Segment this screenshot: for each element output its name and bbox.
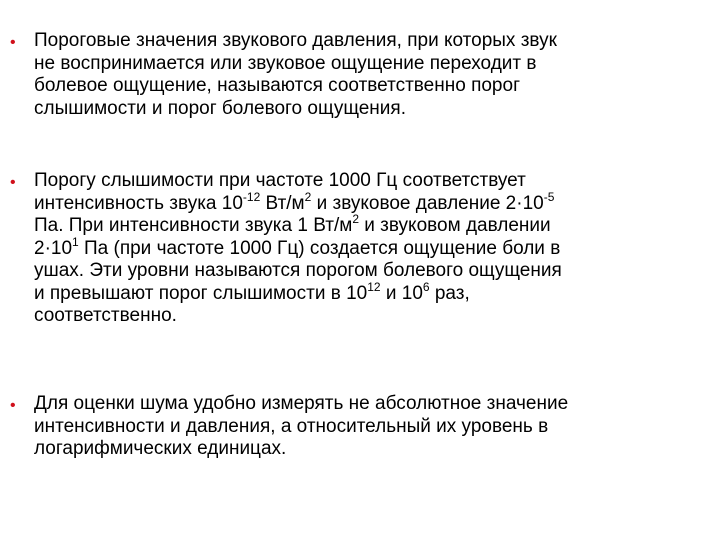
text-segment: интенсивность звука 10 (34, 192, 243, 214)
text-segment: и звуковое давление 2·10 (311, 192, 544, 214)
text-segment: и превышают порог слышимости в 10 (34, 282, 368, 304)
bullet-point-icon: • (10, 174, 16, 191)
bullet-text-1 (34, 30, 716, 120)
text-line: Пороговые значения звукового давления, при которых звук (34, 30, 557, 51)
superscript: 2 (304, 189, 312, 204)
text-line (34, 305, 716, 328)
superscript: 6 (422, 279, 430, 294)
text-line: слышимости и порог болевого ощущения. (34, 97, 406, 119)
text-line (34, 279, 716, 306)
text-line: не воспринимается или звуковое ощущение переходит в (34, 52, 537, 74)
text-line: логарифмических единицах. (34, 438, 287, 459)
text-segment: 2·10 (34, 237, 73, 259)
text-segment: Па. При интенсивности звука 1 Вт/м (34, 215, 353, 236)
text-segment: и звуковом давлении (359, 215, 551, 236)
text-segment: соответственно. (34, 305, 177, 326)
text-line (34, 170, 716, 193)
text-line: болевое ощущение, называются соответственно порог (34, 75, 520, 96)
text-segment: Порогу слышимости при частоте 1000 Гц соответствует (34, 170, 526, 191)
bullet-point-icon: • (10, 34, 16, 51)
superscript: 2 (352, 212, 359, 226)
text-line: интенсивности и давления, а относительный их уровень в (34, 415, 549, 437)
text-segment: Вт/м (260, 192, 305, 214)
superscript: 12 (367, 279, 381, 294)
text-segment: ушах. Эти уровни называются порогом болевого ощущения (34, 260, 562, 281)
text-line: Для оценки шума удобно измерять не абсолютное значение (34, 393, 569, 414)
text-segment: раз, (429, 282, 470, 304)
text-segment: Па (при частоте 1000 Гц) создается ощущение боли в (78, 237, 561, 259)
text-line (34, 189, 716, 216)
bullet-point-icon: • (10, 397, 16, 414)
superscript: 1 (72, 234, 79, 249)
superscript: -12 (242, 189, 261, 204)
bullet-text-2 (34, 170, 716, 328)
text-segment: и 10 (380, 282, 423, 304)
bullet-text-3 (34, 393, 716, 461)
text-line (34, 212, 716, 238)
superscript: -5 (543, 189, 555, 204)
text-line (34, 234, 716, 261)
